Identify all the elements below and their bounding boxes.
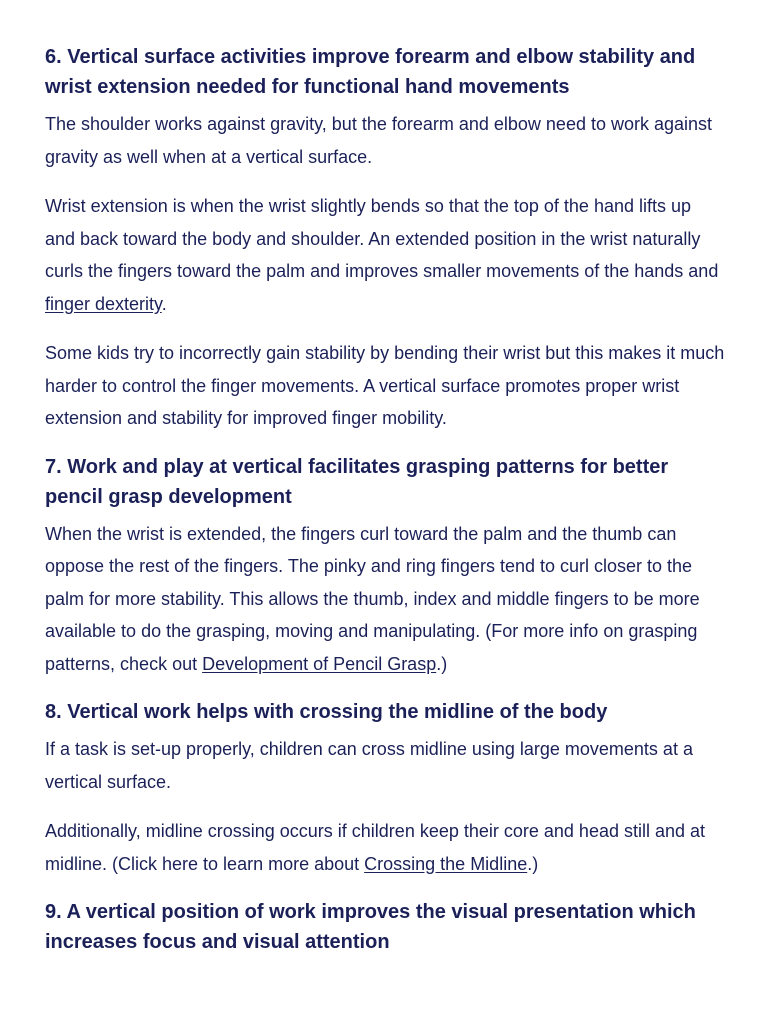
section-6-paragraph-2-text: Wrist extension is when the wrist slightly bends so that the top of the hand lifts up and back toward the body and shoulder. An extended position in the wrist naturally curls the fingers toward the palm and improves smaller movements of the hands and [45, 196, 719, 281]
section-6-paragraph-2 [45, 190, 725, 320]
section-6-paragraph-1: The shoulder works against gravity, but the forearm and elbow need to work against gravity as well when at a vertical surface. [45, 114, 713, 167]
section-7-paragraph-1 [45, 518, 725, 681]
section-8-paragraph-1: If a task is set-up properly, children can cross midline using large movements at a vertical surface. [45, 739, 693, 792]
section-6-heading: 6. Vertical surface activities improve forearm and elbow stability and wrist extension needed for functional hand movements [45, 46, 696, 98]
finger-dexterity-link[interactable]: finger dexterity [45, 293, 162, 314]
section-7-paragraph-1-end: .) [436, 653, 448, 674]
section-7-paragraph-1-text: When the wrist is extended, the fingers curl toward the palm and the thumb can oppose the rest of the fingers. The pinky and ring fingers tend to curl closer to the palm for more stability. This allows the thumb, index and middle fingers to be more available to do the grasping, moving and manipulating. (For more info on grasping patterns, check out [45, 523, 700, 674]
section-8-paragraph-2-text: Additionally, midline crossing occurs if children keep their core and head still and at midline. (Click here to learn more about [45, 821, 706, 874]
article-content [45, 42, 725, 963]
section-6-paragraph-3: Some kids try to incorrectly gain stability by bending their wrist but this makes it much harder to control the finger movements. A vertical surface promotes proper wrist extension and stability for improved finger mobility. [45, 343, 725, 428]
section-9-heading: 9. A vertical position of work improves the visual presentation which increases focus and visual attention [45, 901, 696, 953]
section-7-heading: 7. Work and play at vertical facilitates grasping patterns for better pencil grasp development [45, 455, 669, 508]
pencil-grasp-link[interactable]: Development of Pencil Grasp [202, 653, 437, 674]
section-8-heading: 8. Vertical work helps with crossing the midline of the body [45, 701, 608, 723]
crossing-midline-link[interactable]: Crossing the Midline [364, 853, 528, 874]
section-8-paragraph-2 [45, 815, 725, 880]
section-6-paragraph-2-end: . [161, 293, 167, 314]
section-8-paragraph-2-end: .) [527, 853, 539, 874]
